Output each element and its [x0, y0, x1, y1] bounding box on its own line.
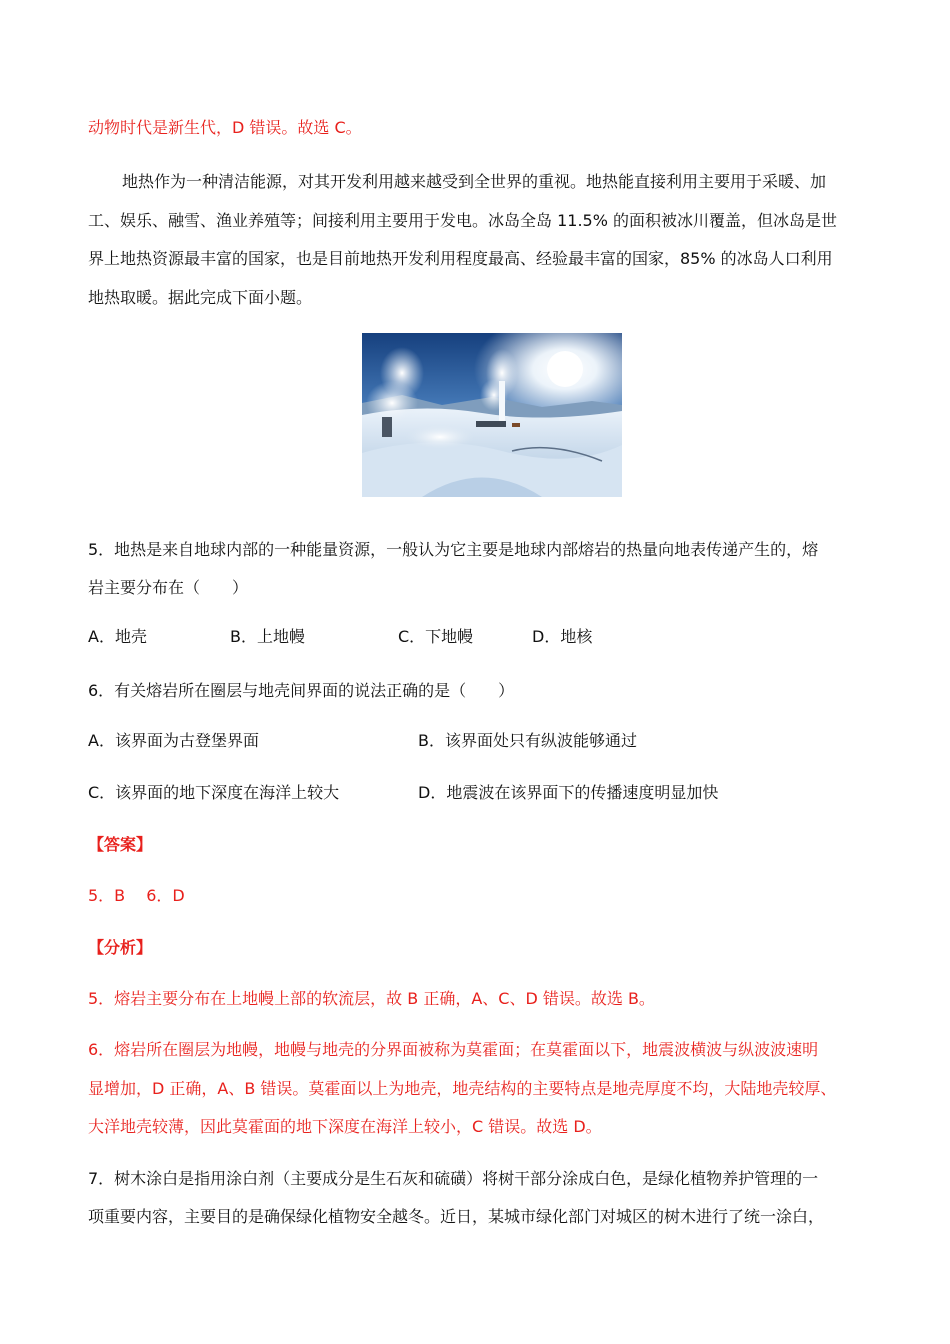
analysis-6-line-2: 显增加，D 正确，A、B 错误。莫霍面以上为地壳，地壳结构的主要特点是地壳厚度不均，大陆地壳较厚、 — [88, 1079, 837, 1098]
question-6-option-d: D．地震波在该界面下的传播速度明显加快 — [418, 783, 719, 802]
analysis-5: 5．熔岩主要分布在上地幔上部的软流层，故 B 正确，A、C、D 错误。故选 B。 — [88, 989, 655, 1008]
analysis-6-line-3: 大洋地壳较薄，因此莫霍面的地下深度在海洋上较小，C 错误。故选 D。 — [88, 1117, 602, 1136]
passage-line-1: 地热作为一种清洁能源，对其开发利用越来越受到全世界的重视。地热能直接利用主要用于采暖、加 — [122, 172, 827, 191]
question-5-option-b: B．上地幔 — [230, 627, 305, 646]
previous-answer-tail: 动物时代是新生代，D 错误。故选 C。 — [88, 118, 362, 137]
question-6-stem: 6．有关熔岩所在圈层与地壳间界面的说法正确的是（ ） — [88, 681, 515, 700]
question-7-line-2: 项重要内容，主要目的是确保绿化植物安全越冬。近日，某城市绿化部门对城区的树木进行了统一涂白， — [88, 1207, 825, 1226]
passage-line-3: 界上地热资源最丰富的国家，也是目前地热开发利用程度最高、经验最丰富的国家，85% 的冰岛人口利用 — [88, 249, 833, 268]
passage-line-4: 地热取暖。据此完成下面小题。 — [88, 288, 313, 307]
question-5-option-a: A．地壳 — [88, 627, 147, 646]
passage-line-2: 工、娱乐、融雪、渔业养殖等；间接利用主要用于发电。冰岛全岛 11.5% 的面积被冰川覆盖，但冰岛是世 — [88, 211, 838, 230]
answer-header: 【答案】 — [88, 835, 153, 854]
question-6-option-b: B．该界面处只有纵波能够通过 — [418, 731, 637, 750]
question-6-option-a: A．该界面为古登堡界面 — [88, 731, 259, 750]
question-5-option-d: D．地核 — [532, 627, 593, 646]
geothermal-illustration — [362, 333, 622, 497]
analysis-header: 【分析】 — [88, 938, 153, 957]
question-7-line-1: 7．树木涂白是指用涂白剂（主要成分是生石灰和硫磺）将树干部分涂成白色，是绿化植物养护管理的一 — [88, 1169, 819, 1188]
analysis-6-line-1: 6．熔岩所在圈层为地幔，地幔与地壳的分界面被称为莫霍面；在莫霍面以下，地震波横波与纵波波速明 — [88, 1040, 819, 1059]
geothermal-plant-photo — [362, 333, 622, 497]
question-5-line-1: 5．地热是来自地球内部的一种能量资源，一般认为它主要是地球内部熔岩的热量向地表传递产生的，熔 — [88, 540, 819, 559]
question-5-option-c: C．下地幔 — [398, 627, 474, 646]
question-6-option-c: C．该界面的地下深度在海洋上较大 — [88, 783, 340, 802]
question-5-line-2: 岩主要分布在（ ） — [88, 578, 249, 597]
answer-values: 5．B 6．D — [88, 886, 185, 905]
